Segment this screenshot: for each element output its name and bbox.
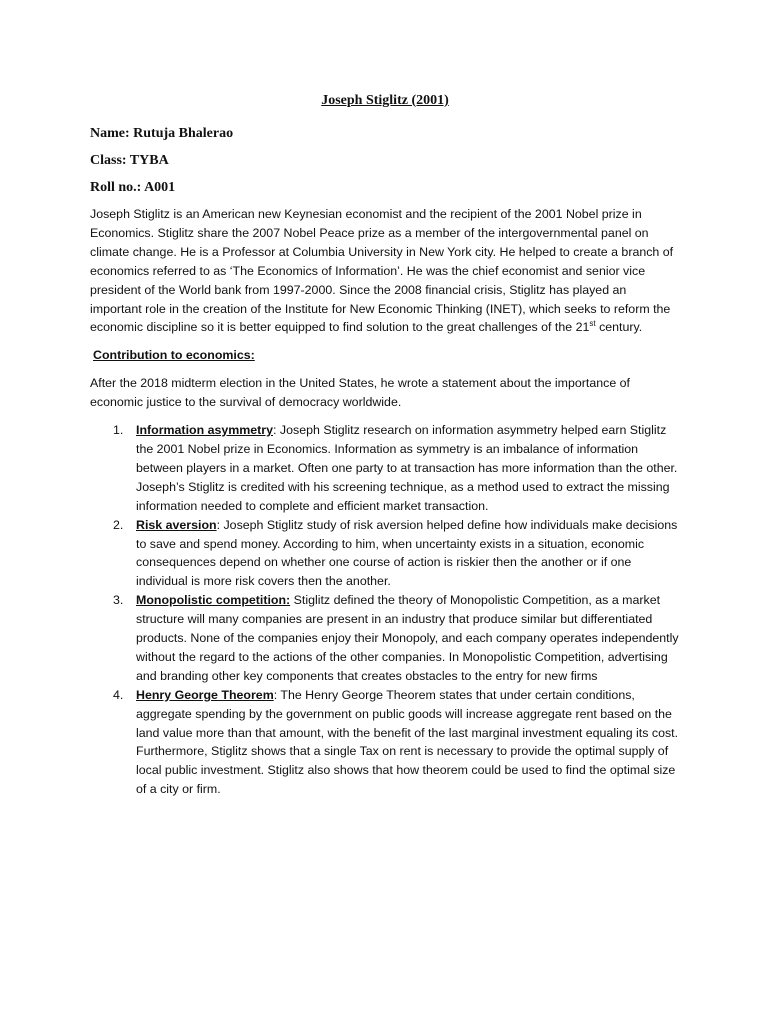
- list-number: 4.: [113, 687, 124, 702]
- intro-text-end: century.: [595, 320, 643, 335]
- roll-number: Roll no.: A001: [90, 180, 176, 195]
- contributions-list: [90, 421, 680, 799]
- list-item-text: Stiglitz defined the theory of Monopolistic Competition, as a market structure will many companies are present in an industry that produce similar but differentiated products. None of the companies enjoy their Monopoly, and each company operates independently without the regard to the actions of the other companies. In Monopolistic Competition, advertising and branding other key components that creates obstacles to the entry for new firms: [136, 593, 679, 683]
- list-item: [90, 516, 680, 592]
- document-title: Joseph Stiglitz (2001): [321, 93, 449, 108]
- election-paragraph: After the 2018 midterm election in the United States, he wrote a statement about the importance of economic justice to the survival of democracy worldwide.: [90, 376, 630, 410]
- term-henry-george-theorem: Henry George Theorem: [136, 687, 274, 702]
- list-item: [90, 421, 680, 516]
- list-number: 1.: [113, 423, 124, 438]
- term-risk-aversion: Risk aversion: [136, 517, 217, 532]
- intro-ordinal-suffix: st: [589, 319, 596, 329]
- list-item-text: : The Henry George Theorem states that under certain conditions, aggregate spending by the government on public goods will increase aggregate rent based on the land value more than that amount, with the benefit of the last marginal investment equaling its cost. Furthermore, Stiglitz shows that a single Tax on rent is necessary to provide the optimal supply of local public investment. Stiglitz also shows that how theorem could be used to find the optimal size of a city or firm.: [136, 687, 679, 797]
- list-item-text: : Joseph Stiglitz study of risk aversion helped define how individuals make decisions to save and spend money. According to him, when uncertainty exists in a situation, economic consequences depend on whether one course of action is riskier then the another or if one individual is more risk covers then the another.: [136, 517, 678, 589]
- section-heading: Contribution to economics:: [93, 348, 255, 363]
- list-item: [90, 686, 680, 799]
- term-monopolistic-competition: Monopolistic competition:: [136, 593, 291, 608]
- intro-text: Joseph Stiglitz is an American new Keynesian economist and the recipient of the 2001 Nobel prize in Economics. Stiglitz share the 2007 Nobel Peace prize as a member of the intergovernmental panel on climate change. He is a Professor at Columbia University in New York city. He helped to create a branch of economics referred to as ‘The Economics of Information’. He was the chief economist and senior vice president of the World bank from 1997-2000. Since the 2008 financial crisis, Stiglitz has played an important role in the creation of the Institute for New Economic Thinking (INET), which seeks to reform the economic discipline so it is better equipped to find solution to the great challenges of the 21: [90, 207, 674, 335]
- list-item: [90, 591, 680, 686]
- document-page: [90, 91, 680, 799]
- term-information-asymmetry: Information asymmetry: [136, 423, 274, 438]
- list-number: 2.: [113, 517, 124, 532]
- student-name: Name: Rutuja Bhalerao: [90, 126, 234, 141]
- list-item-text: : Joseph Stiglitz research on information asymmetry helped earn Stiglitz the 2001 Nobel prize in Economics. Information as symmetry is an imbalance of information between players in a market. Often one party to at transaction has more information than the other. Joseph’s Stiglitz is credited with his screening technique, as a method used to extract the missing information needed to complete and efficient market transaction.: [136, 423, 678, 513]
- intro-paragraph: [90, 205, 680, 337]
- student-class: Class: TYBA: [90, 153, 169, 168]
- list-number: 3.: [113, 593, 124, 608]
